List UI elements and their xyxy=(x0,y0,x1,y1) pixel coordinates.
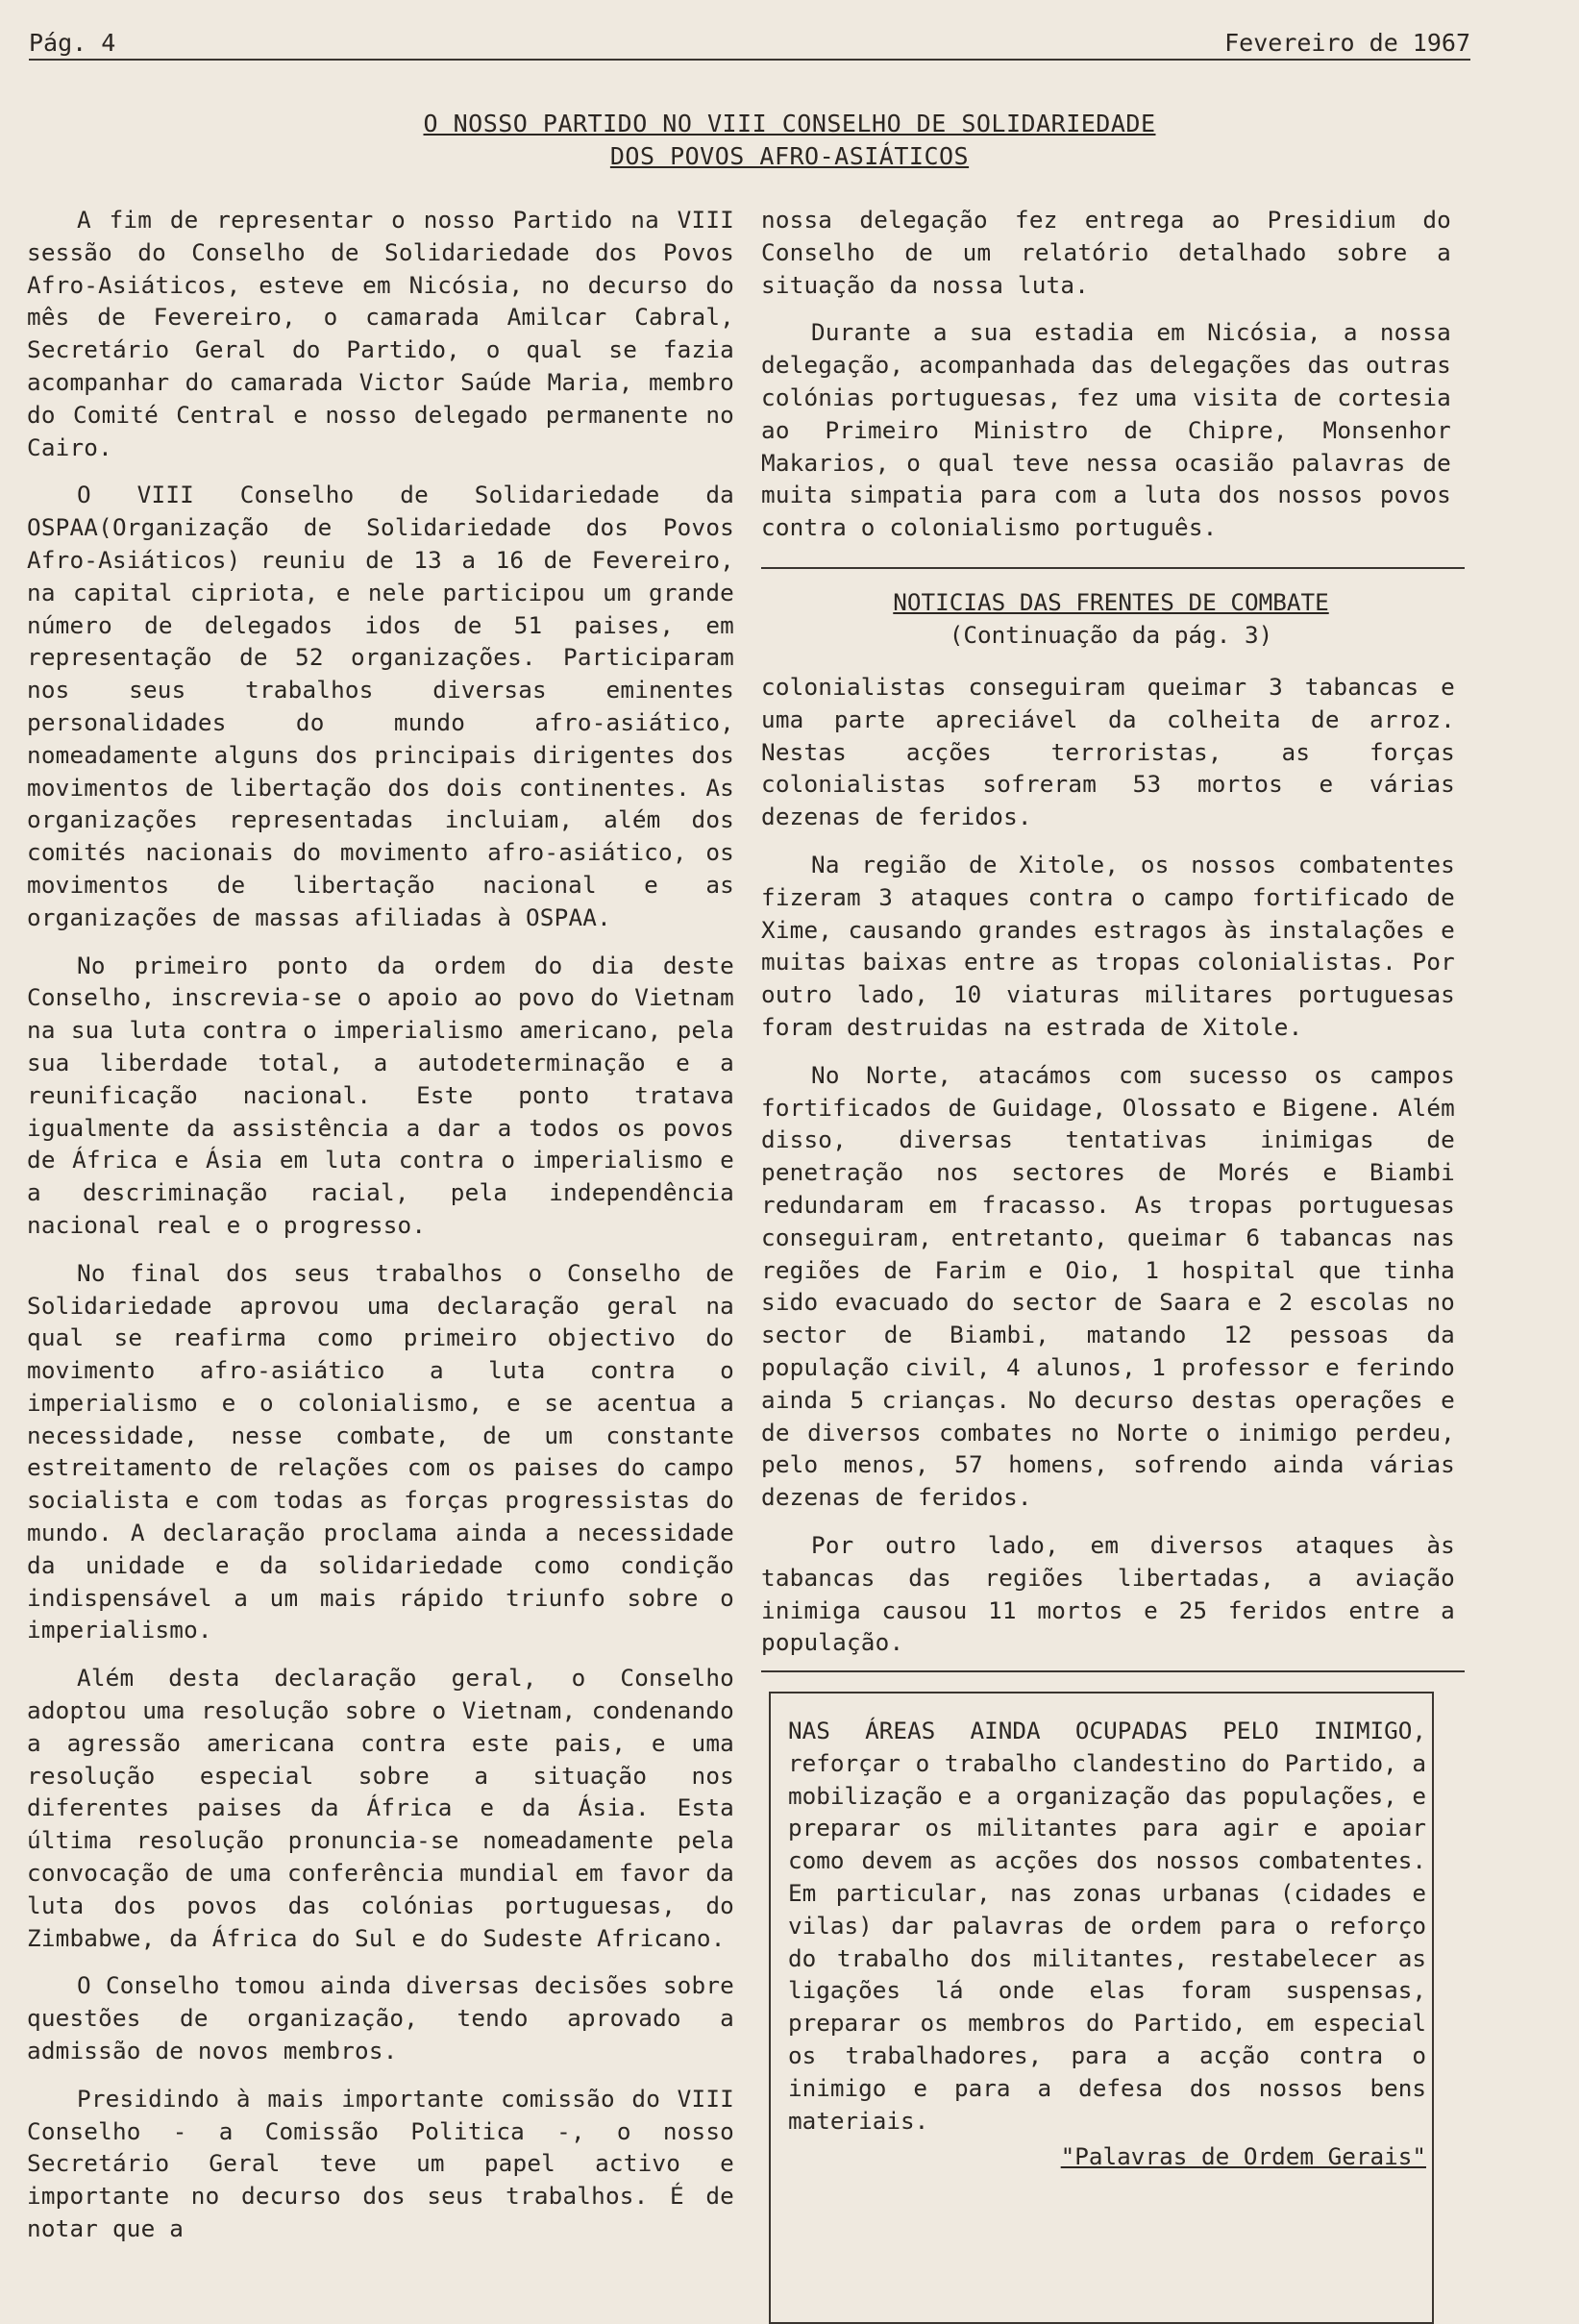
slogan-box-content xyxy=(788,1715,1426,2173)
paragraph: O Conselho tomou ainda diversas decisões sobre questões de organização, tendo aprovado a admissão de novos membros. xyxy=(27,1971,734,2065)
paragraph: Além desta declaração geral, o Conselho adoptou uma resolução sobre o Vietnam, condenando a agressão americana contra este pais, e uma resolução especial sobre a situação nos diferentes paises da África e da Ásia. Esta última resolução pronuncia-se nomeadamente pela convocação de uma conferência mundial em favor da luta dos povos das colónias portuguesas, do Zimbabwe, da África do Sul e do Sudeste Africano. xyxy=(27,1664,734,1952)
paragraph: Durante a sua estadia em Nicósia, a nossa delegação, acompanhada das delegações das outras colónias portuguesas, fez uma visita de cortesia ao Primeiro Ministro de Chipre, Monsenhor Makarios, o qual teve nessa ocasião palavras de muita simpatia para com a luta dos nossos povos contra o colonialismo português. xyxy=(761,318,1451,542)
issue-date: Fevereiro de 1967 xyxy=(1224,29,1470,57)
noticias-heading xyxy=(761,586,1461,652)
noticias-title: NOTICIAS DAS FRENTES DE COMBATE xyxy=(893,588,1329,616)
right-column-continuation xyxy=(761,204,1451,559)
noticias-body xyxy=(761,671,1455,1674)
paragraph: No Norte, atacámos com sucesso os campos fortificados de Guidage, Olossato e Bigene. Além disso, diversas tentativas inimigas de penetração nos sectores de Morés e Biambi redundaram em fracasso. As tropas portuguesas conseguiram, entretanto, queimar 6 tabancas nas regiões de Farim e Oio, 1 hospital que tinha sido evacuado do sector de Saara e 2 escolas no sector de Biambi, matando 12 pessoas da população civil, 4 alunos, 1 professor e ferindo ainda 5 crianças. No decurso destas operações e de diversos combates no Norte o inimigo perdeu, pelo menos, 57 homens, sofrendo ainda várias dezenas de feridos. xyxy=(761,1060,1455,1512)
paragraph: No primeiro ponto da ordem do dia deste Conselho, inscrevia-se o apoio ao povo do Vietnam na sua luta contra o imperialismo americano, pela sua liberdade total, a autodeterminação e a reunificação nacional. Este ponto tratava igualmente da assistência a dar a todos os povos de África e Ásia em luta contra o imperialismo e a descriminação racial, pela independência nacional real e o progresso. xyxy=(27,951,734,1239)
section-divider xyxy=(761,1670,1465,1672)
paragraph: nossa delegação fez entrega ao Presidium do Conselho de um relatório detalhado sobre a situação da nossa luta. xyxy=(761,206,1451,299)
paragraph: O VIII Conselho de Solidariedade da OSPAA(Organização de Solidariedade dos Povos Afro-Asiáticos) reuniu de 13 a 16 de Fevereiro, na capital cipriota, e nele participou um grande número de delegados idos de 51 paises, em representação de 52 organizações. Participaram nos seus trabalhos diversas eminentes personalidades do mundo afro-asiático, nomeadamente alguns dos principais dirigentes dos movimentos de libertação dos dois continentes. As organizações representadas incluiam, além dos comités nacionais do movimento afro-asiático, os movimentos de libertação nacional e as organizações de massas afiliadas à OSPAA. xyxy=(27,481,734,931)
slogan-text: NAS ÁREAS AINDA OCUPADAS PELO INIMIGO, reforçar o trabalho clandestino do Partido, a mobilização e a organização das populações, e preparar os militantes para agir e apoiar como devem as acções dos nossos combatentes. Em particular, nas zonas urbanas (cidades e vilas) dar palavras de ordem para o reforço do trabalho dos militantes, restabelecer as ligações lá onde elas foram suspensas, preparar os membros do Partido, em especial os trabalhadores, para a acção contra o inimigo e para a defesa dos nossos bens materiais. xyxy=(788,1717,1426,2135)
section-divider xyxy=(761,567,1465,569)
paragraph: colonialistas conseguiram queimar 3 tabancas e uma parte apreciável da colheita de arroz. Nestas acções terroristas, as forças colonialistas sofreram 53 mortos e várias dezenas de feridos. xyxy=(761,673,1455,831)
page-header xyxy=(29,29,1470,61)
article-title-line-2: DOS POVOS AFRO-ASIÁTICOS xyxy=(609,142,970,170)
paragraph: Por outro lado, em diversos ataques às tabancas das regiões libertadas, a aviação inimiga causou 11 mortos e 25 feridos entre a população. xyxy=(761,1530,1455,1657)
article-title-line-1: O NOSSO PARTIDO NO VIII CONSELHO DE SOLIDARIEDADE xyxy=(423,110,1156,137)
paragraph: A fim de representar o nosso Partido na VIII sessão do Conselho de Solidariedade dos Povos Afro-Asiáticos, esteve em Nicósia, no decurso do mês de Fevereiro, o camarada Amilcar Cabral, Secretário Geral do Partido, o qual se fazia acompanhar do camarada Victor Saúde Maria, membro do Comité Central e nosso delegado permanente no Cairo. xyxy=(27,206,734,461)
page-number: Pág. 4 xyxy=(29,29,116,57)
paragraph: Presidindo à mais importante comissão do VIII Conselho - a Comissão Politica -, o nosso Secretário Geral teve um papel activo e importante no decurso dos seus trabalhos. É de notar que a xyxy=(27,2084,734,2243)
slogan-source: "Palavras de Ordem Gerais" xyxy=(1060,2142,1426,2171)
paragraph: No final dos seus trabalhos o Conselho de Solidariedade aprovou uma declaração geral na qual se reafirma como primeiro objectivo do movimento afro-asiático a luta contra o imperialismo e o colonialismo, e se acentua a necessidade, nesse combate, de um constante estreitamento de relações com os paises do campo socialista e com todas as forças progressistas do mundo. A declaração proclama ainda a necessidade da unidade e da solidariedade como condição indispensável a um mais rápido triunfo sobre o imperialismo. xyxy=(27,1258,734,1644)
left-column xyxy=(27,204,734,2261)
noticias-subtitle: (Continuação da pág. 3) xyxy=(949,621,1273,649)
paragraph: Na região de Xitole, os nossos combatentes fizeram 3 ataques contra o campo fortificado de Xime, causando grandes estragos às instalações e muitas baixas entre as tropas colonialistas. Por outro lado, 10 viaturas militares portuguesas foram destruidas na estrada de Xitole. xyxy=(761,850,1455,1041)
